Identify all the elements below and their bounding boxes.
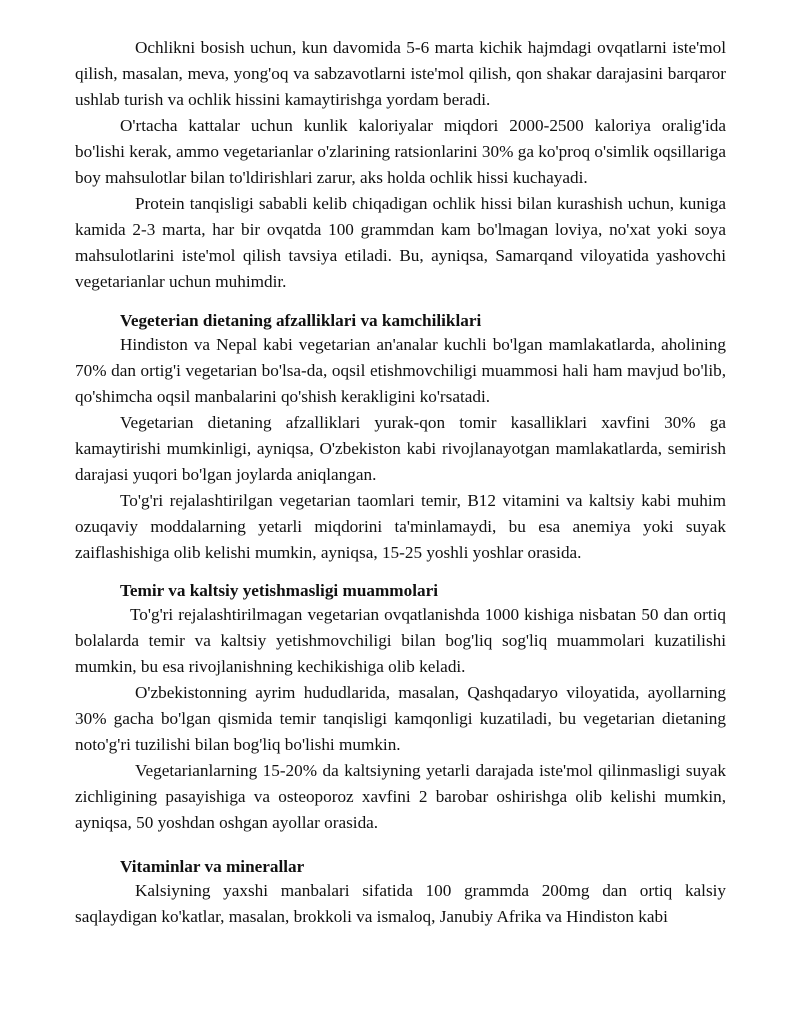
section-heading-iron-calcium: Temir va kaltsiy yetishmasligi muammolari (120, 581, 438, 600)
paragraph-daily-calories: O'rtacha kattalar uchun kunlik kaloriyalar miqdori 2000-2500 kaloriya oralig'ida bo'lishi kerak, ammo vegetarianlar o'zlarining ratsionlarini 30% ga ko'proq o'simlik oqsillariga boy mahsulotlar bilan to'ldirishlari zarur, aks holda ochlik hissi kuchayadi. (75, 116, 726, 187)
paragraph-calcium-sources: Kalsiyning yaxshi manbalari sifatida 100 grammda 200mg dan ortiq kalsiy saqlaydigan ko'katlar, masalan, brokkoli va ismaloq, Janubiy Afrika va Hindiston kabi (75, 881, 726, 926)
paragraph-india-nepal: Hindiston va Nepal kabi vegetarian an'analar kuchli bo'lgan mamlakatlarda, aholining 70% dan ortig'i vegetarian bo'lsa-da, oqsil etishmovchiligi muammosi hali ham mavjud bo'lib, qo'shimcha oqsil manbalarini qo'shish kerakligini ko'rsatadi. (75, 335, 726, 406)
paragraph-osteoporosis: Vegetarianlarning 15-20% da kaltsiyning yetarli darajada iste'mol qilinmasligi suyak zichligining pasayishiga va osteoporoz xavfini 2 barobar oshirishga olib kelishi mumkin, ayniqsa, 50 yoshdan oshgan ayollar orasida. (75, 761, 726, 832)
paragraph-cardiovascular: Vegetarian dietaning afzalliklari yurak-qon tomir kasalliklari xavfini 30% ga kamaytirishi mumkinligi, ayniqsa, O'zbekiston kabi rivojlanayotgan mamlakatlarda, semirish darajasi yuqori bo'lgan joylarda aniqlangan. (75, 413, 726, 484)
paragraph-hunger-meals: Ochlikni bosish uchun, kun davomida 5-6 marta kichik hajmdagi ovqatlarni iste'mol qilish, masalan, meva, yong'oq va sabzavotlarni iste'mol qilish, qon shakar darajasini barqaror ushlab turish va ochlik hissini kamaytirishga yordam beradi. (75, 38, 726, 109)
paragraph-protein-deficiency: Protein tanqisligi sababli kelib chiqadigan ochlik hissi bilan kurashish uchun, kuniga kamida 2-3 marta, har bir ovqatda 100 grammdan kam bo'lmagan loviya, no'xat yoki soya mahsulotlarini iste'mol qilish tavsiya etiladi. Bu, ayniqsa, Samarqand viloyatida yashovchi vegetarianlar uchun muhimdir. (75, 194, 726, 291)
document-page (75, 10, 726, 930)
section-heading-vitamins-minerals: Vitaminlar va minerallar (120, 857, 305, 876)
paragraph-nutrient-shortfall: To'g'ri rejalashtirilgan vegetarian taomlari temir, B12 vitamini va kaltsiy kabi muhim ozuqaviy moddalarning yetarli miqdorini ta'minlamaydi, bu esa anemiya yoki suyak zaiflashishiga olib kelishi mumkin, ayniqsa, 15-25 yoshli yoshlar orasida. (75, 491, 726, 562)
paragraph-kashkadarya-anemia: O'zbekistonning ayrim hududlarida, masalan, Qashqadaryo viloyatida, ayollarning 30% gacha bo'lgan qismida temir tanqisligi kamqonligi kuzatiladi, bu vegetarian dietaning noto'g'ri tuzilishi bilan bog'liq bo'lishi mumkin. (75, 683, 726, 754)
paragraph-children-deficiency: To'g'ri rejalashtirilmagan vegetarian ovqatlanishda 1000 kishiga nisbatan 50 dan ortiq bolalarda temir va kaltsiy yetishmovchiligi bilan bog'liq sog'liq muammolari kuzatilishi mumkin, bu esa rivojlanishning kechikishiga olib keladi. (75, 605, 726, 676)
section-heading-pros-cons: Vegeterian dietaning afzalliklari va kamchiliklari (120, 311, 482, 330)
